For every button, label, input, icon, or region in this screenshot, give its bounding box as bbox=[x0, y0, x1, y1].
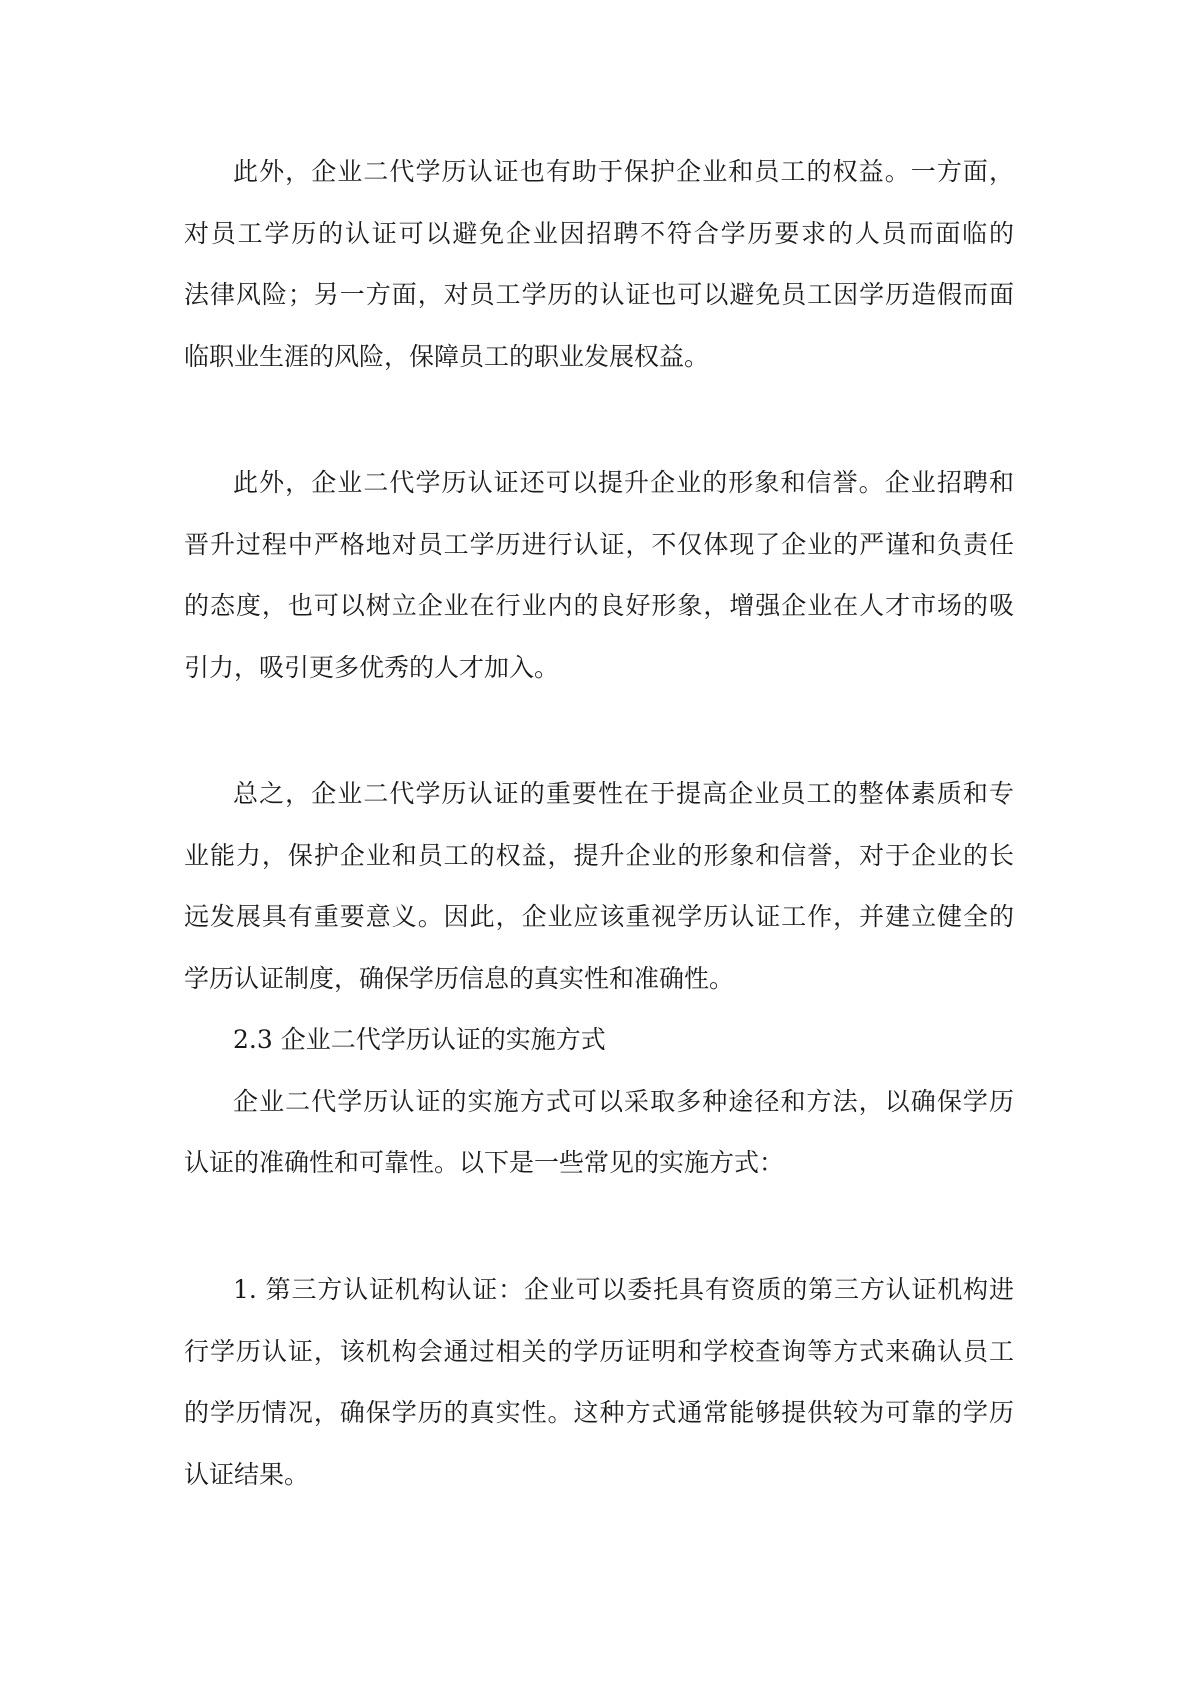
paragraph-3-line-2: 业能力，保护企业和员工的权益，提升企业的形象和信誉，对于企业的长 bbox=[184, 841, 1014, 870]
list-item-1-line-3: 的学历情况，确保学历的真实性。这种方式通常能够提供较为可靠的学历 bbox=[184, 1398, 1014, 1427]
section-heading: 2.3 企业二代学历认证的实施方式 bbox=[233, 1025, 606, 1054]
paragraph-3-line-1: 总之，企业二代学历认证的重要性在于提高企业员工的整体素质和专 bbox=[233, 779, 1014, 808]
paragraph-4-line-2: 认证的准确性和可靠性。以下是一些常见的实施方式： bbox=[184, 1148, 785, 1177]
paragraph-1-line-2: 对员工学历的认证可以避免企业因招聘不符合学历要求的人员而面临的 bbox=[184, 219, 1014, 248]
paragraph-1-line-3: 法律风险；另一方面，对员工学历的认证也可以避免员工因学历造假而面 bbox=[184, 280, 1014, 309]
list-item-1-line-2: 行学历认证，该机构会通过相关的学历证明和学校查询等方式来确认员工 bbox=[184, 1337, 1014, 1366]
paragraph-4-line-1: 企业二代学历认证的实施方式可以采取多种途径和方法，以确保学历 bbox=[233, 1087, 1014, 1116]
paragraph-2-line-4: 引力，吸引更多优秀的人才加入。 bbox=[184, 653, 560, 682]
list-item-1-line-1: 1. 第三方认证机构认证：企业可以委托具有资质的第三方认证机构进 bbox=[233, 1275, 1014, 1304]
paragraph-2-line-1: 此外，企业二代学历认证还可以提升企业的形象和信誉。企业招聘和 bbox=[233, 468, 1014, 497]
paragraph-1-line-1: 此外，企业二代学历认证也有助于保护企业和员工的权益。一方面， bbox=[233, 157, 1014, 186]
paragraph-3-line-3: 远发展具有重要意义。因此，企业应该重视学历认证工作，并建立健全的 bbox=[184, 902, 1014, 931]
paragraph-2-line-2: 晋升过程中严格地对员工学历进行认证，不仅体现了企业的严谨和负责任 bbox=[184, 530, 1014, 559]
list-item-1-line-4: 认证结果。 bbox=[184, 1460, 310, 1489]
paragraph-1-line-4: 临职业生涯的风险，保障员工的职业发展权益。 bbox=[184, 342, 710, 371]
paragraph-2-line-3: 的态度，也可以树立企业在行业内的良好形象，增强企业在人才市场的吸 bbox=[184, 591, 1014, 620]
paragraph-3-line-4: 学历认证制度，确保学历信息的真实性和准确性。 bbox=[184, 964, 735, 993]
